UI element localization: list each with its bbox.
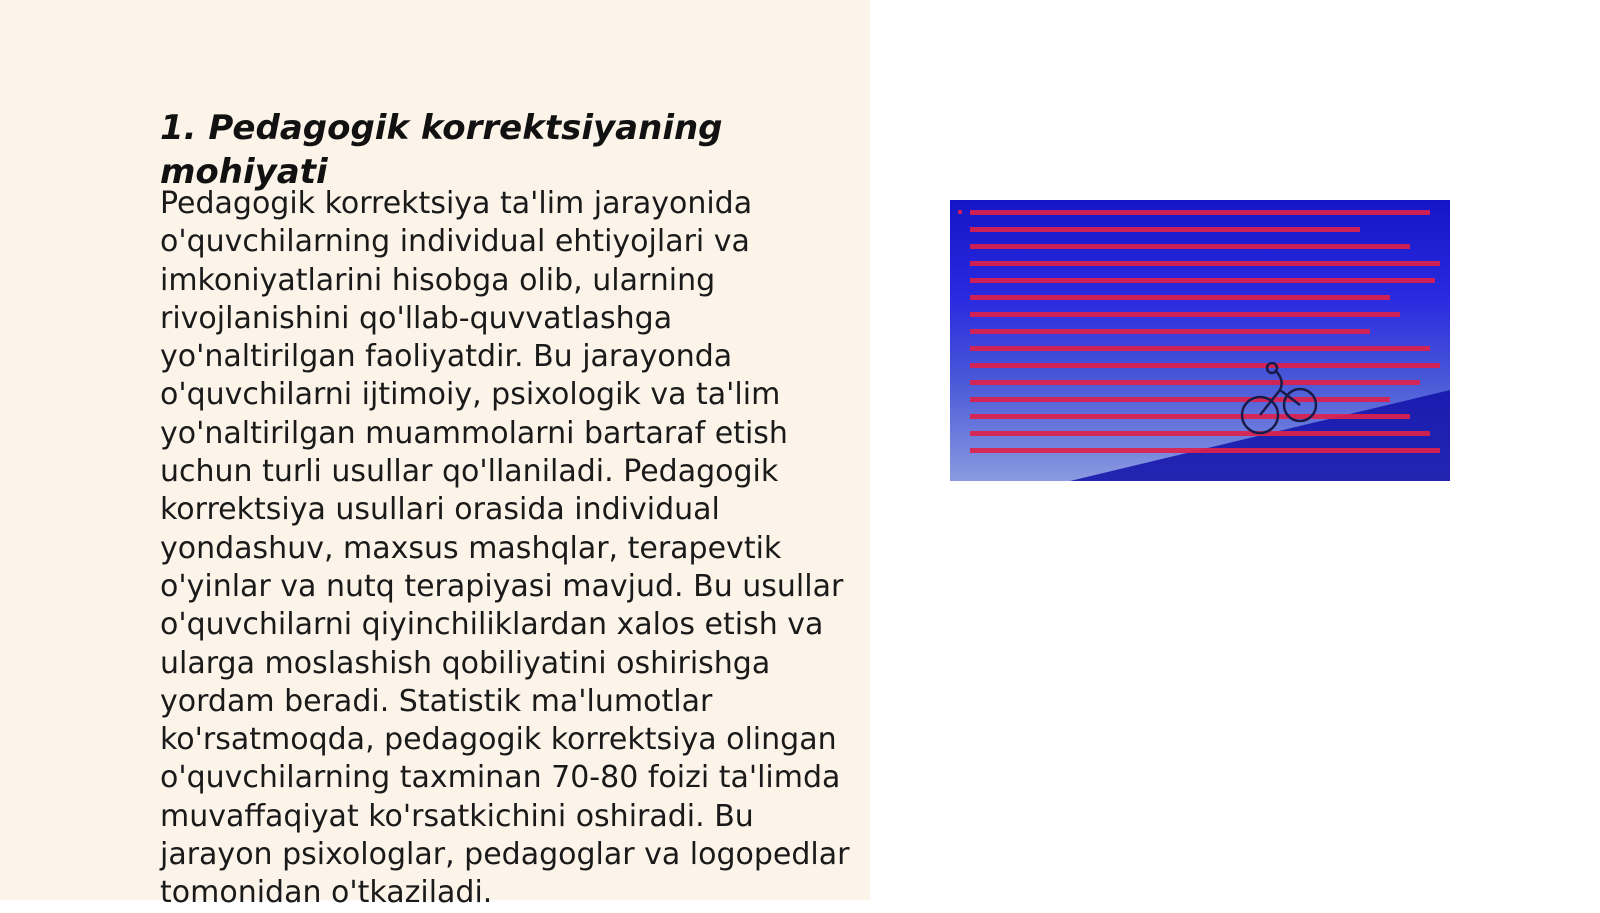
slide-body-text: Pedagogik korrektsiya ta'lim jarayonida o'quvchilarning individual ehtiyojlari va imkoniyatlarini hisobga olib, ularning rivojlanishini qo'llab-quvvatlashga yo'naltirilgan faoliyatdir. Bu jarayonda o'quvchilarni ijtimoiy, psixologik va ta'lim yo'naltirilgan muammolarni bartaraf etish uchun turli usullar qo'llaniladi. Pedagogik korrektsiya usullari orasida individual yondashuv, maxsus mashqlar, terapevtik o'yinlar va nutq terapiyasi mavjud. Bu usullar o'quvchilarni qiyinchiliklardan xalos etish va ularga moslashish qobiliyatini oshirishga yordam beradi. Statistik ma'lumotlar ko'rsatmoqda, pedagogik korrektsiya olingan o'quvchilarning taxminan 70-80 foizi ta'limda muvaffaqiyat ko'rsatkichini oshiradi. Bu jarayon psixologlar, pedagoglar va logopedlar tomonidan o'tkaziladi. [160,186,850,911]
embedded-image-graphic [950,200,1450,481]
image-illegible-text [958,210,1440,453]
slide-title: 1. Pedagogik korrektsiyaning mohiyati [160,108,723,192]
embedded-slide-image [950,200,1450,481]
